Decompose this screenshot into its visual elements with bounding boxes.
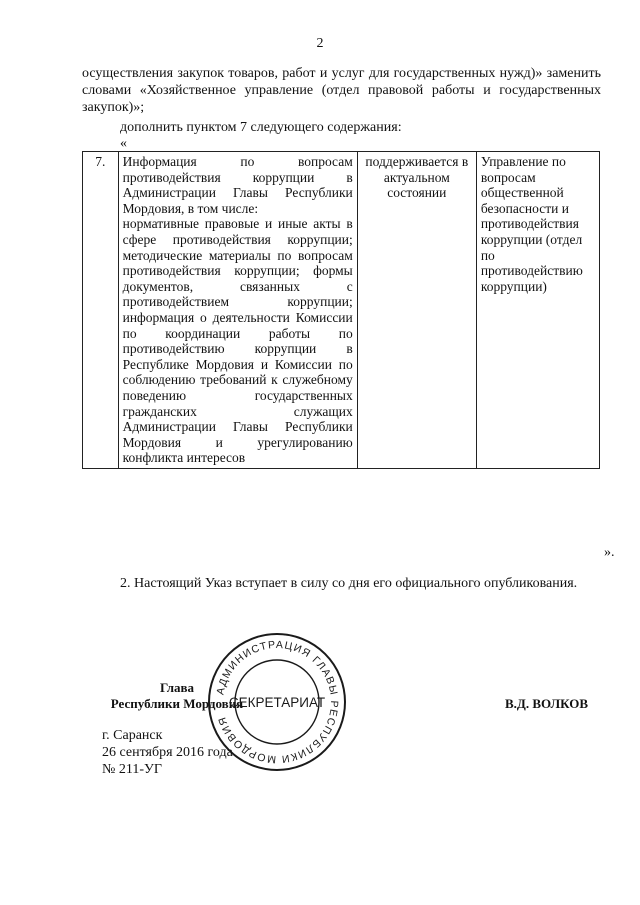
document-date: 26 сентября 2016 года <box>102 745 233 760</box>
signatory-title-line1: Глава <box>159 680 195 695</box>
amendment-table <box>82 151 600 469</box>
seal-ring-text: АДМИНИСТРАЦИЯ ГЛАВЫ РЕСПУБЛИКИ МОРДОВИЯ <box>214 638 341 766</box>
signatory-title-line2: Республики Мордовия <box>110 696 244 711</box>
table-row <box>83 152 600 469</box>
closing-quote: ». <box>604 545 615 560</box>
page-number: 2 <box>316 36 324 51</box>
info-cell <box>118 152 357 469</box>
document-footer <box>102 727 233 778</box>
document-number: № 211-УГ <box>102 762 163 777</box>
responsible-cell: Управление по вопросам общественной безопасности и противодействия коррупции (отдел по противодействию коррупции) <box>476 152 599 469</box>
info-list: нормативные правовые и иные акты в сфере противодействия коррупции; методические материалы по вопросам противодействия коррупции; формы документов, связанных с противодействием коррупции; информация о деятельности Комиссии по координации работы по противодействию коррупции в Республике Мордовия и Комиссии по соблюдению требований к служебному поведению государственных гражданских служащих Администрации Главы Республики Мордовия и урегулированию конфликта интересов <box>122 216 353 466</box>
amendment-paragraph: осуществления закупок товаров, работ и услуг для государственных нужд)» заменить словами «Хозяйственное управление (отдел правовой работы и государственных закупок)»; <box>82 66 601 115</box>
city: г. Саранск <box>102 728 163 743</box>
status-cell: поддерживается в актуальном состоянии <box>357 152 476 469</box>
info-heading: Информация по вопросам противодействия коррупции в Администрации Главы Республики Мордовия, в том числе: <box>122 154 353 216</box>
addition-intro: дополнить пунктом 7 следующего содержания: <box>120 120 402 135</box>
opening-quote: « <box>120 136 127 151</box>
seal-center-text: СЕКРЕТАРИАТ <box>228 695 326 710</box>
signatory-name: В.Д. ВОЛКОВ <box>505 696 589 711</box>
effect-paragraph: 2. Настоящий Указ вступает в силу со дня его официального опубликования. <box>120 576 578 591</box>
row-number: 7. <box>83 152 119 469</box>
